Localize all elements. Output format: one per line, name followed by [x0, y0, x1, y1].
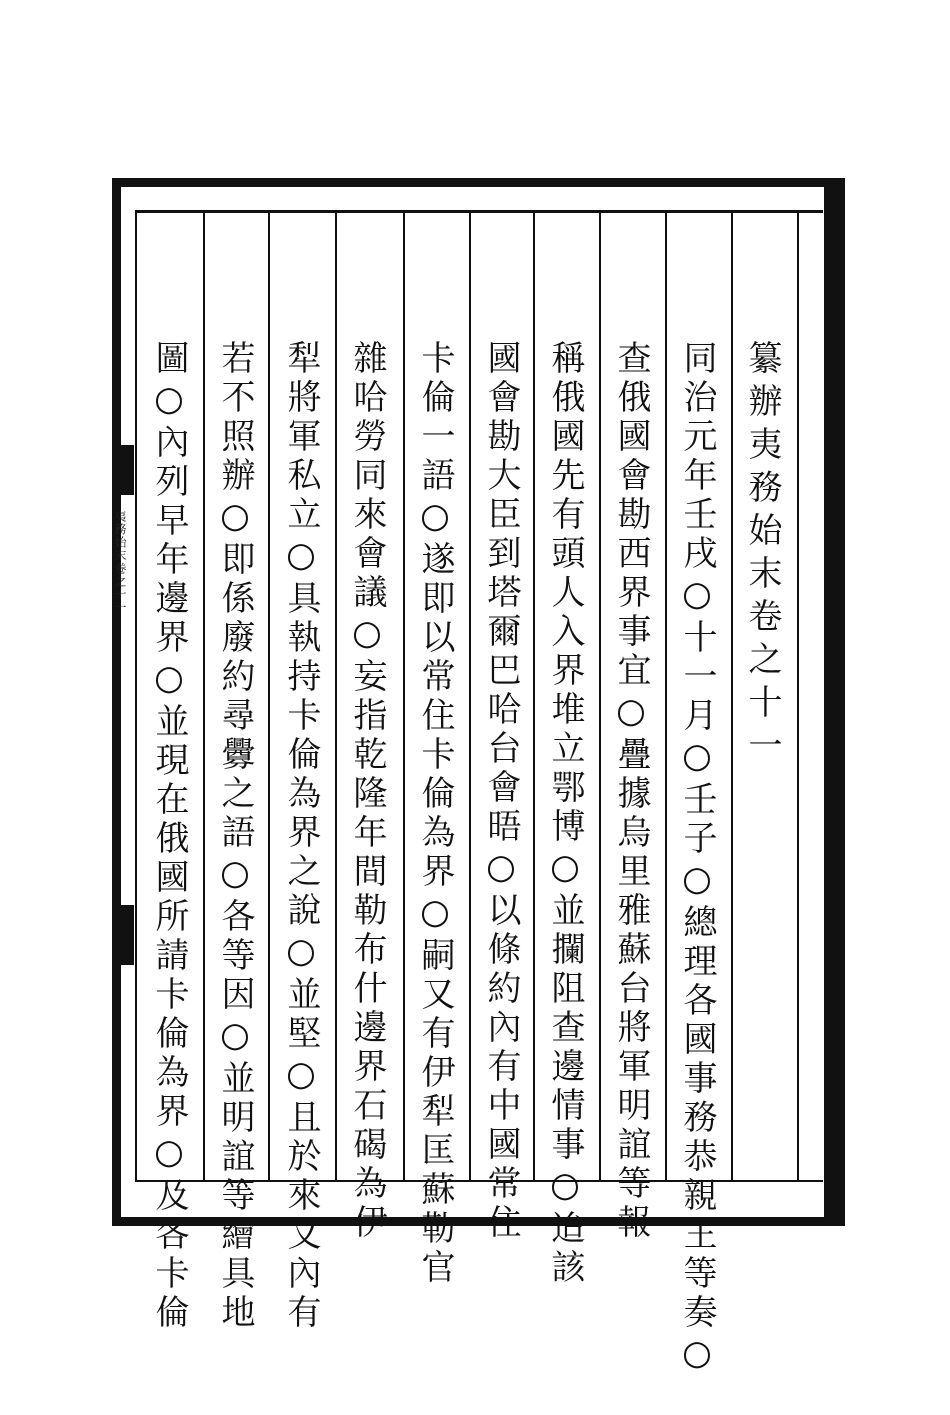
column-rule — [665, 213, 667, 1180]
text-column: 雜哈勞同來會議○妄指乾隆年間勒布什邊界石碣為伊 — [347, 340, 387, 1243]
column-rule — [469, 213, 471, 1180]
text-column: 犁將軍私立○具執持卡倫為界之說○並堅○且於來文內有 — [281, 340, 321, 1333]
column-rule — [203, 213, 205, 1180]
column-rule — [268, 213, 270, 1180]
text-column: 稱俄國先有頭人入界堆立鄂博○並攔阻查邊情事○迨該 — [545, 340, 585, 1288]
book-spine — [112, 190, 136, 1200]
column-rule — [731, 213, 733, 1180]
spine-marker — [118, 445, 134, 495]
text-column: 同治元年壬戌○十一月○壬子○總理各國事務恭親王等奏○ — [677, 340, 717, 1378]
text-column: 查俄國會勘西界事宜○疊據烏里雅蘇台將軍明誼等報 — [611, 340, 651, 1243]
spine-marker — [118, 905, 134, 965]
chapter-title: 纂辦夷務始末卷之十一 — [742, 340, 782, 770]
column-rule — [797, 213, 799, 1180]
text-column: 若不照辦○即係廢約尋釁之語○各等因○並明誼等繪具地 — [215, 340, 255, 1333]
text-column: 卡倫一語○遂即以常住卡倫為界○嗣又有伊犁匡蘇勒官 — [415, 340, 455, 1288]
column-rule — [533, 213, 535, 1180]
text-column: 國會勘大臣到塔爾巴哈台會晤○以條約內有中國常住 — [481, 340, 521, 1243]
column-rule — [599, 213, 601, 1180]
page-edge — [824, 178, 838, 1226]
top-rule — [135, 210, 823, 213]
text-column: 圖○內列早年邊界○並現在俄國所請卡倫為界○及各卡倫 — [149, 340, 189, 1333]
spine-label: 夷務始末卷之十一 — [113, 510, 127, 614]
column-rule — [335, 213, 337, 1180]
column-rule — [135, 213, 137, 1180]
column-rule — [403, 213, 405, 1180]
